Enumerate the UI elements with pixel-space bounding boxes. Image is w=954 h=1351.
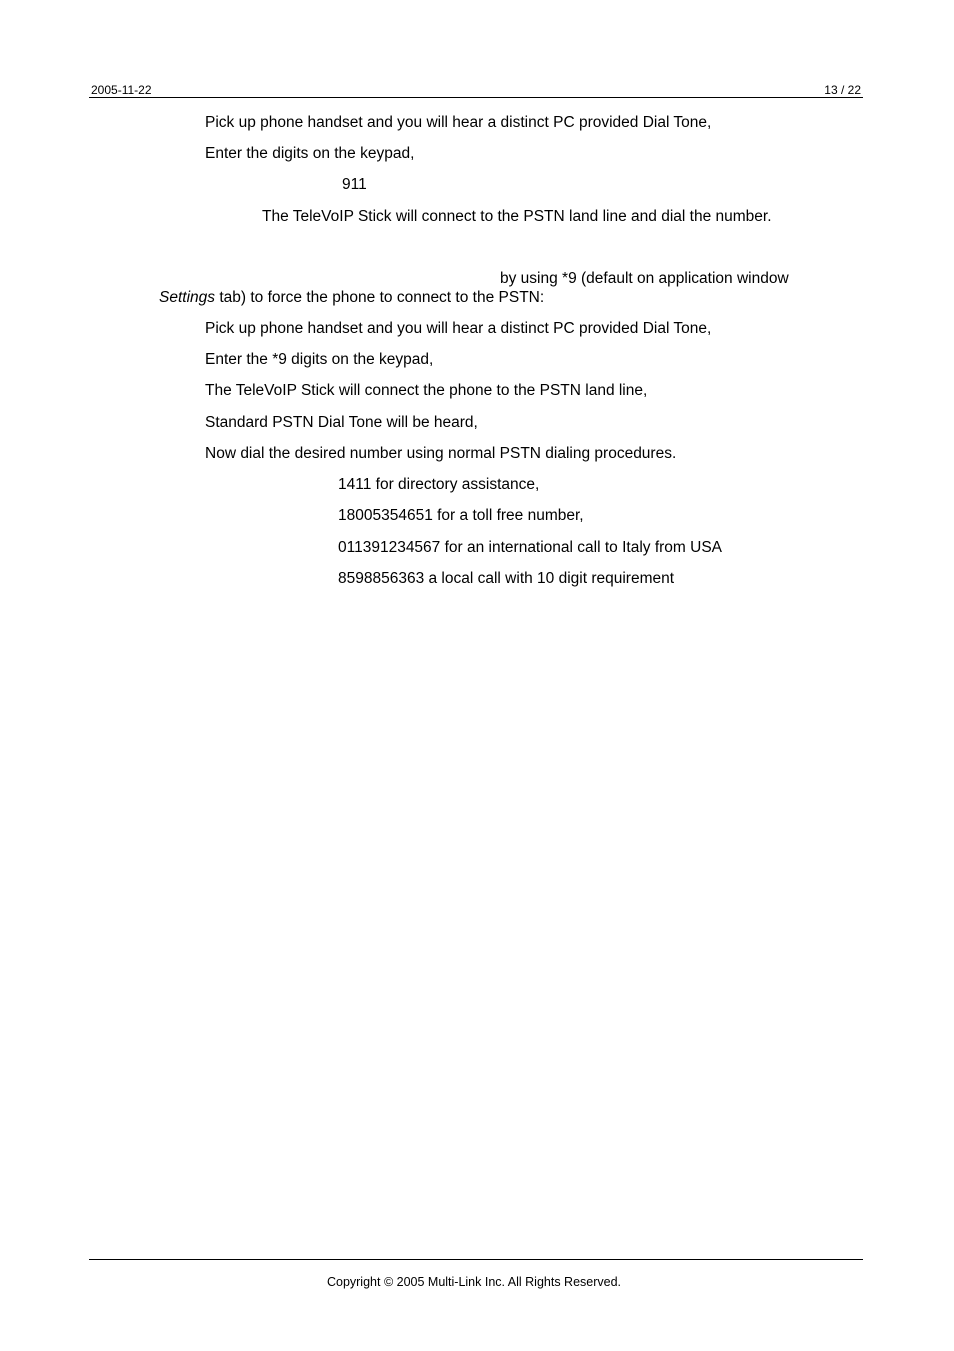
footer-divider xyxy=(89,1259,863,1260)
force-pstn-step-5: Now dial the desired number using normal PSTN dialing procedures. xyxy=(205,445,677,462)
example-international: 011391234567 for an international call to Italy from USA xyxy=(338,539,723,556)
emergency-number: 911 xyxy=(342,176,367,193)
emergency-step-1: Pick up phone handset and you will hear a distinct PC provided Dial Tone, xyxy=(205,114,712,131)
force-pstn-step-2: Enter the *9 digits on the keypad, xyxy=(205,351,434,368)
force-pstn-intro-rest: tab) to force the phone to connect to the PSTN: xyxy=(215,289,545,306)
force-pstn-intro-line-1: by using *9 (default on application window xyxy=(500,270,789,287)
emergency-step-2: Enter the digits on the keypad, xyxy=(205,145,415,162)
page-number: 13 / 22 xyxy=(824,83,861,97)
settings-tab-name: Settings xyxy=(159,289,216,306)
header-divider xyxy=(89,97,863,98)
footer-copyright: Copyright © 2005 Multi-Link Inc. All Rights Reserved. xyxy=(326,1275,622,1289)
header-date: 2005-11-22 xyxy=(91,83,152,97)
force-pstn-step-1: Pick up phone handset and you will hear a distinct PC provided Dial Tone, xyxy=(205,320,712,337)
example-local: 8598856363 a local call with 10 digit requirement xyxy=(338,570,675,587)
example-directory: 1411 for directory assistance, xyxy=(338,476,540,493)
emergency-result: The TeleVoIP Stick will connect to the PSTN land line and dial the number. xyxy=(262,208,772,225)
example-toll-free: 18005354651 for a toll free number, xyxy=(338,507,584,524)
force-pstn-step-4: Standard PSTN Dial Tone will be heard, xyxy=(205,414,478,431)
force-pstn-step-3: The TeleVoIP Stick will connect the phone to the PSTN land line, xyxy=(205,382,648,399)
force-pstn-intro-line-2 xyxy=(159,289,544,307)
